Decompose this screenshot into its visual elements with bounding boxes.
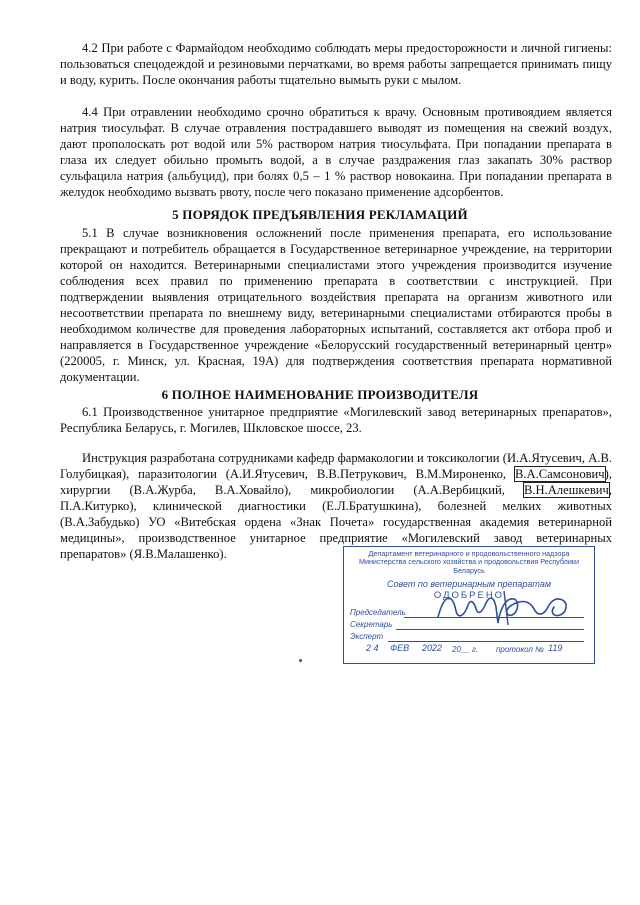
stamp-header: Департамент ветеринарного и продовольственного надзора Министерства сельского хозяйства и продовольствия Республики Беларусь — [358, 549, 580, 575]
stamp-chair-label: Председатель — [350, 608, 406, 617]
stamp-date-suffix: 20__ г. — [452, 645, 479, 654]
stamp-date-month: ФЕВ — [390, 643, 410, 653]
stamp-protocol-number: 119 — [548, 643, 563, 653]
authors-text-a: Инструкция разработана сотрудниками кафедр фармакологии и токсикологии (И.А.Ятусевич, А.В. Голубицкая), паразитологии (А.И.Ятусевич, В.В.Петрукович, В.М.Мироненко, — [60, 451, 612, 481]
stamp-protocol-label: протокол № — [496, 645, 544, 654]
section-5-heading: 5 ПОРЯДОК ПРЕДЪЯВЛЕНИЯ РЕКЛАМАЦИЙ — [172, 207, 468, 222]
stamp-expert-line — [388, 641, 584, 642]
author-name-boxed-1: В.А.Самсонович — [514, 467, 605, 481]
stamp-council: Совет по ветеринарным препаратам — [387, 579, 551, 589]
stamp-approved: ОДОБРЕНО — [433, 590, 505, 601]
authors-text-c: , П.А.Китурко), клинической диагностики (Е.Л.Братушкина), болезней мелких животных (В.А.Забудько) УО «Витебская ордена «Знак Почета» государственная академия ветеринарной медицины», производственное унитарное предприятие «Могилевский завод ветеринарных препаратов» (Я.В.Малашенко). — [60, 483, 612, 561]
paragraph-5-1: 5.1 В случае возникновения осложнений после применения препарата, его использование прекращают и потребитель обращается в Государственное ветеринарное учреждение, на территории которой он находится. Ветеринарными специалистами этого учреждения производится изучение соблюдения всех правил по применению препарата в соответствии с инструкцией. При подтверждении выявления отрицательного воздействия препарата на организм животного или несоответствии препарата по внешнему виду, ветеринарными специалистами отбираются пробы в необходимом количестве для проведения лабораторных испытаний, составляется акт отбора проб и направляется в Государственное учреждение «Белорусский государственный ветеринарный центр» (220005, г. Минск, ул. Красная, 19А) для подтверждения соответствия препарата нормативной документации. — [60, 226, 612, 384]
stamp-date-year: 2022 — [422, 643, 443, 653]
stamp-date-day: 2 4 — [366, 643, 379, 653]
author-name-boxed-2: В.Н.Алешкевич — [523, 483, 609, 497]
paragraph-6-1: 6.1 Производственное унитарное предприятие «Могилевский завод ветеринарных препаратов», Республика Беларусь, г. Могилев, Шкловское шоссе, 23. — [60, 405, 612, 435]
section-6-heading: 6 ПОЛНОЕ НАИМЕНОВАНИЕ ПРОИЗВОДИТЕЛЯ — [161, 387, 479, 402]
handwritten-signature — [434, 587, 574, 627]
stray-mark — [299, 659, 302, 662]
stamp-secretary-line — [396, 629, 584, 630]
paragraph-4-2: 4.2 При работе с Фармайодом необходимо соблюдать меры предосторожности и личной гигиены: пользоваться спецодеждой и резиновыми перчатками, во время работы запрещается принимать пищу и воду, курить. После окончания работы тщательно вымыть руки с мылом. — [60, 41, 612, 87]
paragraph-4-4: 4.4 При отравлении необходимо срочно обратиться к врачу. Основным противоядием является натрия тиосульфат. В случае отравления пострадавшего выводят из помещения на свежий воздух, дают прополоскать рот водой или 5% раствором натрия тиосульфата. При попадании препарата в глаза их следует обильно промыть водой, а в случае раздражения глаз закапать 30% раствор сульфацила натрия (альбуцид), при болях 0,5 – 1 % раствор новокаина. При попадании препарата в желудок необходимо вызвать рвоту, после чего показано применение адсорбентов. — [60, 105, 612, 199]
authors-text-b: ), хирургии (В.А.Журба, В.А.Ховайло), микробиологии (А.А.Вербицкий, — [60, 467, 612, 497]
stamp-expert-label: Эксперт — [350, 632, 384, 641]
approval-stamp — [343, 546, 595, 664]
stamp-secretary-label: Секретарь — [350, 620, 393, 629]
